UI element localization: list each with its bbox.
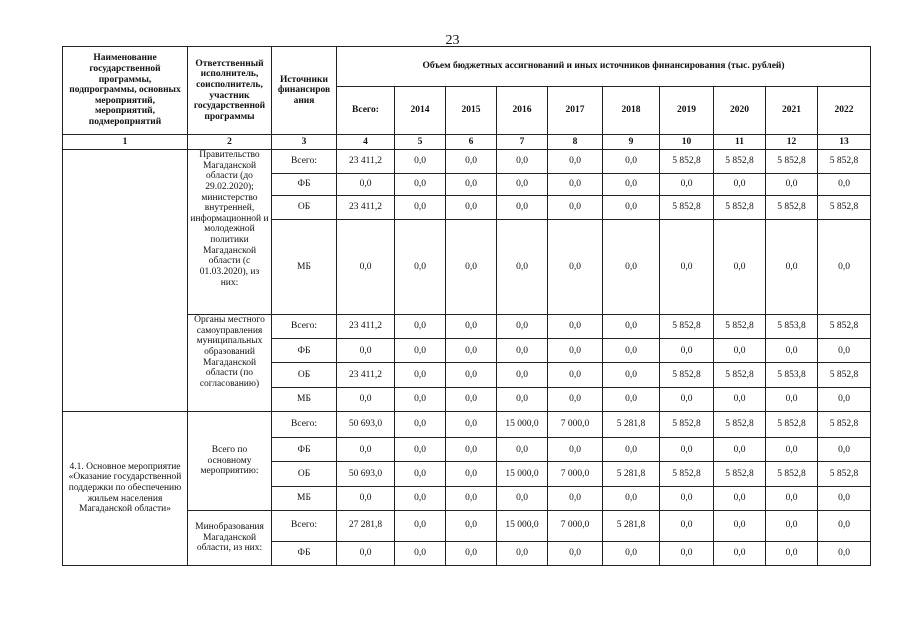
value-cell: 0,0 <box>548 387 603 411</box>
value-cell: 0,0 <box>660 174 714 196</box>
value-cell: 0,0 <box>497 541 548 565</box>
column-number: 4 <box>337 135 395 150</box>
value-cell: 0,0 <box>603 486 660 510</box>
value-cell: 0,0 <box>766 541 818 565</box>
value-cell: 23 411,2 <box>337 363 395 387</box>
source-cell: ОБ <box>272 462 337 486</box>
value-cell: 0,0 <box>446 462 497 486</box>
source-cell: Всего: <box>272 411 337 437</box>
value-cell: 0,0 <box>548 220 603 315</box>
value-cell: 5 852,8 <box>714 196 766 220</box>
value-cell: 0,0 <box>714 174 766 196</box>
program-name-cell <box>63 150 188 412</box>
value-cell: 0,0 <box>548 363 603 387</box>
source-cell: Всего: <box>272 510 337 541</box>
header-name: Наименование государственной программы, подпрограммы, основных мероприятий, мероприятий, подмероприятий <box>63 47 188 135</box>
value-cell: 5 852,8 <box>714 315 766 339</box>
source-cell: МБ <box>272 220 337 315</box>
value-cell: 0,0 <box>660 510 714 541</box>
value-cell: 23 411,2 <box>337 315 395 339</box>
value-cell: 0,0 <box>446 363 497 387</box>
value-cell: 5 852,8 <box>660 150 714 174</box>
value-cell: 0,0 <box>446 220 497 315</box>
value-cell: 0,0 <box>766 438 818 462</box>
value-cell: 7 000,0 <box>548 411 603 437</box>
header-volume: Объем бюджетных ассигнований и иных источников финансирования (тыс. рублей) <box>337 47 871 87</box>
program-name-cell: 4.1. Основное мероприятие «Оказание государственной поддержки по обеспечению жильем населения Магаданской области» <box>63 411 188 565</box>
value-cell: 0,0 <box>446 541 497 565</box>
value-cell: 0,0 <box>446 174 497 196</box>
value-cell: 5 281,8 <box>603 462 660 486</box>
executor-cell: Минобразования Магаданской области, из них: <box>188 510 272 565</box>
value-cell: 0,0 <box>766 220 818 315</box>
value-cell: 5 853,8 <box>766 315 818 339</box>
value-cell: 0,0 <box>548 196 603 220</box>
column-number-row <box>63 135 871 150</box>
header-total: Всего: <box>337 87 395 135</box>
value-cell: 0,0 <box>818 510 871 541</box>
value-cell: 0,0 <box>603 315 660 339</box>
value-cell: 0,0 <box>497 196 548 220</box>
value-cell: 0,0 <box>446 387 497 411</box>
value-cell: 0,0 <box>337 438 395 462</box>
value-cell: 0,0 <box>548 150 603 174</box>
value-cell: 0,0 <box>714 510 766 541</box>
header-source: Источники финансиров ания <box>272 47 337 135</box>
value-cell: 0,0 <box>603 150 660 174</box>
value-cell: 15 000,0 <box>497 411 548 437</box>
value-cell: 0,0 <box>446 339 497 363</box>
value-cell: 0,0 <box>603 339 660 363</box>
value-cell: 0,0 <box>446 438 497 462</box>
value-cell: 0,0 <box>395 462 446 486</box>
column-number: 2 <box>188 135 272 150</box>
value-cell: 0,0 <box>548 541 603 565</box>
value-cell: 0,0 <box>603 438 660 462</box>
value-cell: 5 852,8 <box>818 462 871 486</box>
budget-table <box>62 46 871 566</box>
source-cell: ОБ <box>272 363 337 387</box>
value-cell: 0,0 <box>714 339 766 363</box>
value-cell: 5 852,8 <box>818 150 871 174</box>
header-year: 2017 <box>548 87 603 135</box>
value-cell: 0,0 <box>337 541 395 565</box>
source-cell: ФБ <box>272 541 337 565</box>
value-cell: 0,0 <box>395 411 446 437</box>
value-cell: 0,0 <box>818 174 871 196</box>
value-cell: 0,0 <box>548 315 603 339</box>
value-cell: 0,0 <box>548 486 603 510</box>
value-cell: 0,0 <box>818 438 871 462</box>
table-row <box>63 150 871 174</box>
value-cell: 0,0 <box>395 541 446 565</box>
source-cell: ФБ <box>272 174 337 196</box>
value-cell: 0,0 <box>395 220 446 315</box>
value-cell: 27 281,8 <box>337 510 395 541</box>
value-cell: 0,0 <box>603 174 660 196</box>
value-cell: 5 852,8 <box>660 411 714 437</box>
value-cell: 0,0 <box>714 486 766 510</box>
value-cell: 0,0 <box>660 486 714 510</box>
value-cell: 15 000,0 <box>497 510 548 541</box>
column-number: 10 <box>660 135 714 150</box>
value-cell: 5 852,8 <box>818 315 871 339</box>
source-cell: Всего: <box>272 315 337 339</box>
value-cell: 0,0 <box>395 438 446 462</box>
header-year: 2016 <box>497 87 548 135</box>
value-cell: 0,0 <box>395 510 446 541</box>
value-cell: 0,0 <box>337 339 395 363</box>
column-number: 11 <box>714 135 766 150</box>
column-number: 7 <box>497 135 548 150</box>
value-cell: 0,0 <box>497 315 548 339</box>
executor-cell: Органы местного самоуправления муниципальных образований Магаданской области (по согласованию) <box>188 315 272 412</box>
value-cell: 0,0 <box>497 150 548 174</box>
value-cell: 0,0 <box>497 339 548 363</box>
header-year: 2020 <box>714 87 766 135</box>
column-number: 13 <box>818 135 871 150</box>
value-cell: 5 852,8 <box>766 462 818 486</box>
value-cell: 0,0 <box>766 510 818 541</box>
value-cell: 0,0 <box>497 486 548 510</box>
column-number: 3 <box>272 135 337 150</box>
value-cell: 5 852,8 <box>714 411 766 437</box>
value-cell: 0,0 <box>548 438 603 462</box>
value-cell: 0,0 <box>446 196 497 220</box>
value-cell: 5 852,8 <box>818 363 871 387</box>
value-cell: 50 693,0 <box>337 462 395 486</box>
source-cell: ОБ <box>272 196 337 220</box>
value-cell: 0,0 <box>395 363 446 387</box>
value-cell: 0,0 <box>660 541 714 565</box>
value-cell: 0,0 <box>337 387 395 411</box>
value-cell: 0,0 <box>395 150 446 174</box>
column-number: 5 <box>395 135 446 150</box>
value-cell: 15 000,0 <box>497 462 548 486</box>
value-cell: 0,0 <box>395 196 446 220</box>
value-cell: 0,0 <box>497 220 548 315</box>
value-cell: 5 852,8 <box>714 363 766 387</box>
value-cell: 0,0 <box>603 387 660 411</box>
header-year: 2021 <box>766 87 818 135</box>
source-cell: ФБ <box>272 438 337 462</box>
value-cell: 5 852,8 <box>714 462 766 486</box>
value-cell: 5 281,8 <box>603 510 660 541</box>
value-cell: 0,0 <box>818 541 871 565</box>
value-cell: 0,0 <box>714 438 766 462</box>
value-cell: 50 693,0 <box>337 411 395 437</box>
value-cell: 0,0 <box>497 174 548 196</box>
source-cell: ФБ <box>272 339 337 363</box>
value-cell: 5 852,8 <box>660 196 714 220</box>
column-number: 8 <box>548 135 603 150</box>
value-cell: 0,0 <box>714 387 766 411</box>
executor-cell: Всего по основному мероприятию: <box>188 411 272 510</box>
executor-cell: Правительство Магаданской области (до 29.02.2020); министерство внутренней, информационной и молодежной политики Магаданской области (с 01.03.2020), из них: <box>188 150 272 315</box>
value-cell: 5 852,8 <box>660 363 714 387</box>
value-cell: 0,0 <box>497 363 548 387</box>
value-cell: 0,0 <box>548 174 603 196</box>
header-year: 2015 <box>446 87 497 135</box>
value-cell: 0,0 <box>446 150 497 174</box>
value-cell: 23 411,2 <box>337 150 395 174</box>
value-cell: 0,0 <box>660 220 714 315</box>
column-number: 1 <box>63 135 188 150</box>
value-cell: 0,0 <box>818 486 871 510</box>
value-cell: 0,0 <box>603 196 660 220</box>
value-cell: 5 852,8 <box>818 411 871 437</box>
table-row <box>63 411 871 437</box>
value-cell: 0,0 <box>603 220 660 315</box>
value-cell: 0,0 <box>818 220 871 315</box>
page-number: 23 <box>445 33 460 48</box>
value-cell: 5 853,8 <box>766 363 818 387</box>
value-cell: 5 852,8 <box>766 196 818 220</box>
value-cell: 0,0 <box>548 339 603 363</box>
value-cell: 5 852,8 <box>660 315 714 339</box>
value-cell: 7 000,0 <box>548 462 603 486</box>
header-executor: Ответственный исполнитель, соисполнитель, участник государственной программы <box>188 47 272 135</box>
header-year: 2018 <box>603 87 660 135</box>
value-cell: 0,0 <box>603 363 660 387</box>
value-cell: 0,0 <box>395 486 446 510</box>
value-cell: 0,0 <box>446 411 497 437</box>
source-cell: Всего: <box>272 150 337 174</box>
value-cell: 0,0 <box>337 220 395 315</box>
value-cell: 0,0 <box>446 315 497 339</box>
value-cell: 0,0 <box>395 387 446 411</box>
value-cell: 5 852,8 <box>766 150 818 174</box>
value-cell: 0,0 <box>603 541 660 565</box>
value-cell: 0,0 <box>497 387 548 411</box>
value-cell: 0,0 <box>337 486 395 510</box>
column-number: 9 <box>603 135 660 150</box>
value-cell: 0,0 <box>714 541 766 565</box>
value-cell: 0,0 <box>660 438 714 462</box>
column-number: 6 <box>446 135 497 150</box>
value-cell: 0,0 <box>818 339 871 363</box>
value-cell: 0,0 <box>395 315 446 339</box>
source-cell: МБ <box>272 486 337 510</box>
header-year: 2022 <box>818 87 871 135</box>
value-cell: 0,0 <box>714 220 766 315</box>
source-cell: МБ <box>272 387 337 411</box>
value-cell: 5 852,8 <box>818 196 871 220</box>
value-cell: 0,0 <box>660 339 714 363</box>
value-cell: 0,0 <box>497 438 548 462</box>
value-cell: 0,0 <box>337 174 395 196</box>
value-cell: 7 000,0 <box>548 510 603 541</box>
value-cell: 0,0 <box>660 387 714 411</box>
column-number: 12 <box>766 135 818 150</box>
value-cell: 0,0 <box>766 387 818 411</box>
header-year: 2019 <box>660 87 714 135</box>
value-cell: 0,0 <box>395 174 446 196</box>
value-cell: 0,0 <box>395 339 446 363</box>
value-cell: 0,0 <box>766 486 818 510</box>
header-year: 2014 <box>395 87 446 135</box>
value-cell: 5 852,8 <box>714 150 766 174</box>
value-cell: 23 411,2 <box>337 196 395 220</box>
value-cell: 5 852,8 <box>660 462 714 486</box>
value-cell: 0,0 <box>446 486 497 510</box>
value-cell: 0,0 <box>446 510 497 541</box>
value-cell: 5 852,8 <box>766 411 818 437</box>
value-cell: 5 281,8 <box>603 411 660 437</box>
value-cell: 0,0 <box>766 339 818 363</box>
value-cell: 0,0 <box>818 387 871 411</box>
value-cell: 0,0 <box>766 174 818 196</box>
